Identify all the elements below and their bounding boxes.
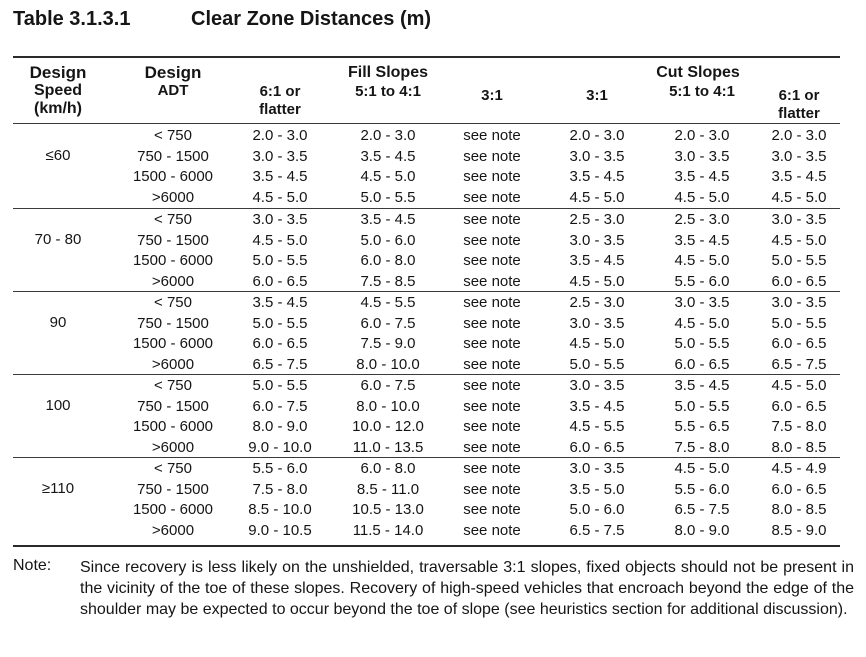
adt-cell: 750 - 1500: [137, 480, 209, 498]
fill-3to1-cell: see note: [463, 272, 521, 290]
fill-3to1-cell: see note: [463, 480, 521, 498]
fill-6to1-cell: 3.5 - 4.5: [252, 168, 308, 185]
header-divider: [13, 123, 840, 124]
cut-6to1-cell: 8.5 - 9.0: [771, 521, 827, 539]
fill-6to1-cell: 7.5 - 8.0: [252, 480, 308, 498]
fill-5to4-cell: 5.0 - 6.0: [360, 231, 416, 249]
header-fill-slopes: Fill Slopes: [347, 64, 428, 81]
fill-3to1-cell: see note: [463, 252, 521, 269]
table-row: [13, 334, 840, 355]
cut-6to1-cell: 4.5 - 5.0: [771, 188, 827, 206]
fill-5to4-cell: 4.5 - 5.0: [360, 168, 416, 185]
cut-3to1-cell: 5.0 - 6.0: [569, 501, 625, 518]
table-row: [13, 147, 840, 168]
speed-group: [13, 376, 840, 458]
fill-3to1-cell: see note: [463, 168, 521, 185]
adt-cell: 1500 - 6000: [132, 168, 214, 185]
speed-group: [13, 293, 840, 375]
fill-6to1-cell: 4.5 - 5.0: [252, 231, 308, 249]
fill-3to1-cell: see note: [463, 460, 521, 477]
table-row: [13, 126, 840, 147]
table-row: [13, 480, 840, 501]
table-row: [13, 417, 840, 438]
fill-5to4-cell: 6.0 - 7.5: [360, 377, 416, 394]
cut-3to1-cell: 4.5 - 5.0: [569, 272, 625, 290]
adt-cell: >6000: [151, 272, 195, 290]
group-divider: [13, 208, 840, 209]
adt-cell: >6000: [151, 438, 195, 456]
fill-3to1-cell: see note: [463, 335, 521, 352]
cut-5to4-cell: 3.5 - 4.5: [674, 168, 730, 185]
table-number: Table 3.1.3.1: [13, 8, 131, 30]
fill-6to1-cell: 3.5 - 4.5: [252, 294, 308, 311]
adt-cell: < 750: [154, 377, 192, 394]
cut-3to1-cell: 3.0 - 3.5: [569, 377, 625, 394]
fill-6to1-cell: 8.5 - 10.0: [248, 501, 312, 518]
fill-5to4-cell: 2.0 - 3.0: [360, 127, 416, 144]
fill-6to1-cell: 6.0 - 6.5: [252, 272, 308, 290]
fill-6to1-cell: 8.0 - 9.0: [252, 418, 308, 435]
note-label: Note:: [13, 557, 52, 574]
cut-6to1-cell: 4.5 - 5.0: [771, 231, 827, 249]
design-speed-value: ≥110: [41, 480, 75, 497]
table-row: [13, 210, 840, 231]
cut-3to1-cell: 3.5 - 5.0: [569, 480, 625, 498]
adt-cell: 750 - 1500: [137, 147, 209, 165]
cut-5to4-cell: 8.0 - 9.0: [674, 521, 730, 539]
cut-3to1-cell: 3.0 - 3.5: [569, 460, 625, 477]
speed-group: [13, 459, 840, 541]
cut-6to1-cell: 4.5 - 5.0: [771, 377, 827, 394]
cut-5to4-cell: 5.0 - 5.5: [674, 397, 730, 415]
adt-cell: < 750: [154, 127, 192, 144]
cut-3to1-cell: 4.5 - 5.0: [569, 335, 625, 352]
adt-cell: 1500 - 6000: [132, 335, 214, 352]
adt-cell: >6000: [151, 355, 195, 373]
fill-3to1-cell: see note: [463, 418, 521, 435]
table-title: [13, 8, 432, 31]
adt-cell: < 750: [154, 294, 192, 311]
fill-5to4-cell: 7.5 - 8.5: [360, 272, 416, 290]
fill-3to1-cell: see note: [463, 377, 521, 394]
cut-6to1-cell: 8.0 - 8.5: [771, 501, 827, 518]
fill-6to1-cell: 3.0 - 3.5: [252, 147, 308, 165]
fill-5to4-cell: 8.5 - 11.0: [356, 480, 420, 498]
cut-6to1-cell: 3.0 - 3.5: [771, 147, 827, 165]
fill-5to4-cell: 6.0 - 7.5: [360, 314, 416, 332]
cut-6to1-cell: 3.0 - 3.5: [771, 294, 827, 311]
cut-3to1-cell: 3.0 - 3.5: [569, 231, 625, 249]
adt-cell: < 750: [154, 460, 192, 477]
adt-cell: 1500 - 6000: [132, 252, 214, 269]
cut-5to4-cell: 4.5 - 5.0: [674, 252, 730, 269]
adt-cell: >6000: [151, 521, 195, 539]
cut-5to4-cell: 3.5 - 4.5: [674, 377, 730, 394]
fill-5to4-cell: 8.0 - 10.0: [356, 355, 420, 373]
fill-3to1-cell: see note: [463, 501, 521, 518]
adt-cell: 750 - 1500: [137, 231, 209, 249]
table-row: [13, 438, 840, 459]
table-row: [13, 251, 840, 272]
fill-6to1-cell: 9.0 - 10.5: [248, 521, 312, 539]
cut-6to1-cell: 3.5 - 4.5: [771, 168, 827, 185]
fill-3to1-cell: see note: [463, 147, 521, 165]
fill-6to1-cell: 2.0 - 3.0: [252, 127, 308, 144]
fill-6to1-cell: 6.5 - 7.5: [252, 355, 308, 373]
cut-6to1-cell: 7.5 - 8.0: [771, 418, 827, 435]
cut-5to4-cell: 5.5 - 6.5: [674, 418, 730, 435]
table-row: [13, 272, 840, 293]
header-fill-5to4: 5:1 to 4:1: [355, 83, 421, 100]
adt-cell: < 750: [154, 211, 192, 228]
cut-5to4-cell: 4.5 - 5.0: [674, 188, 730, 206]
cut-6to1-cell: 5.0 - 5.5: [771, 252, 827, 269]
adt-cell: 750 - 1500: [137, 397, 209, 415]
cut-3to1-cell: 5.0 - 5.5: [569, 355, 625, 373]
cut-5to4-cell: 6.0 - 6.5: [674, 355, 730, 373]
fill-6to1-cell: 5.0 - 5.5: [252, 252, 308, 269]
cut-5to4-cell: 2.0 - 3.0: [674, 127, 730, 144]
table-row: [13, 376, 840, 397]
fill-5to4-cell: 8.0 - 10.0: [356, 397, 420, 415]
fill-6to1-cell: 6.0 - 7.5: [252, 397, 308, 415]
cut-6to1-cell: 6.0 - 6.5: [771, 335, 827, 352]
cut-3to1-cell: 4.5 - 5.0: [569, 188, 625, 206]
cut-6to1-cell: 6.0 - 6.5: [771, 397, 827, 415]
fill-5to4-cell: 6.0 - 8.0: [360, 460, 416, 477]
cut-3to1-cell: 6.5 - 7.5: [569, 521, 625, 539]
header-cut-3to1: 3:1: [586, 87, 608, 104]
fill-5to4-cell: 5.0 - 5.5: [360, 188, 416, 206]
fill-6to1-cell: 3.0 - 3.5: [252, 211, 308, 228]
table-row: [13, 293, 840, 314]
fill-6to1-cell: 4.5 - 5.0: [252, 188, 308, 206]
cut-5to4-cell: 2.5 - 3.0: [674, 211, 730, 228]
cut-6to1-cell: 6.0 - 6.5: [771, 272, 827, 290]
clear-zone-table: [13, 56, 840, 547]
fill-5to4-cell: 10.5 - 13.0: [352, 501, 424, 518]
fill-5to4-cell: 10.0 - 12.0: [352, 418, 424, 435]
note-text: Since recovery is less likely on the unshielded, traversable 3:1 slopes, fixed objects should not be present in the vicinity of the toe of these slopes. Recovery of high-speed vehicles that encroach beyond the edge of the shoulder may be expected to occur beyond the toe of slope (see heuristics section for additional discussion).: [80, 559, 854, 618]
header-design-adt: Design ADT: [144, 63, 202, 99]
group-divider: [13, 374, 840, 375]
cut-6to1-cell: 3.0 - 3.5: [771, 211, 827, 228]
cut-3to1-cell: 3.5 - 4.5: [569, 397, 625, 415]
fill-5to4-cell: 4.5 - 5.5: [360, 294, 416, 311]
fill-6to1-cell: 5.0 - 5.5: [252, 377, 308, 394]
header-cut-slopes: Cut Slopes: [656, 64, 740, 81]
fill-5to4-cell: 11.5 - 14.0: [352, 521, 424, 539]
fill-6to1-cell: 5.0 - 5.5: [252, 314, 308, 332]
design-speed-value: 100: [45, 397, 71, 414]
fill-3to1-cell: see note: [463, 211, 521, 228]
fill-3to1-cell: see note: [463, 188, 521, 206]
adt-cell: 1500 - 6000: [132, 418, 214, 435]
design-speed-value: 70 - 80: [34, 231, 82, 248]
header-fill-6to1: 6:1 or flatter: [259, 83, 301, 118]
fill-5to4-cell: 3.5 - 4.5: [360, 211, 416, 228]
cut-3to1-cell: 4.5 - 5.5: [569, 418, 625, 435]
cut-3to1-cell: 6.0 - 6.5: [569, 438, 625, 456]
fill-6to1-cell: 6.0 - 6.5: [252, 335, 308, 352]
group-divider: [13, 457, 840, 458]
fill-5to4-cell: 11.0 - 13.5: [352, 438, 424, 456]
cut-3to1-cell: 2.5 - 3.0: [569, 294, 625, 311]
table-caption: Clear Zone Distances (m): [191, 8, 432, 30]
table-row: [13, 355, 840, 376]
header-cut-6to1: 6:1 or flatter: [778, 87, 820, 122]
cut-6to1-cell: 6.0 - 6.5: [771, 480, 827, 498]
fill-3to1-cell: see note: [463, 355, 521, 373]
fill-3to1-cell: see note: [463, 397, 521, 415]
cut-3to1-cell: 3.5 - 4.5: [569, 252, 625, 269]
table-row: [13, 521, 840, 542]
speed-group: [13, 210, 840, 292]
cut-3to1-cell: 3.0 - 3.5: [569, 314, 625, 332]
table-row: [13, 188, 840, 209]
table-row: [13, 314, 840, 335]
fill-6to1-cell: 5.5 - 6.0: [252, 460, 308, 477]
cut-5to4-cell: 7.5 - 8.0: [674, 438, 730, 456]
adt-cell: 1500 - 6000: [132, 501, 214, 518]
header-design-speed: Design Speed (km/h): [29, 63, 87, 117]
cut-5to4-cell: 5.0 - 5.5: [674, 335, 730, 352]
cut-5to4-cell: 3.0 - 3.5: [674, 147, 730, 165]
adt-cell: >6000: [151, 188, 195, 206]
adt-cell: 750 - 1500: [137, 314, 209, 332]
cut-5to4-cell: 5.5 - 6.0: [674, 272, 730, 290]
fill-3to1-cell: see note: [463, 438, 521, 456]
design-speed-value: ≤60: [45, 147, 71, 164]
table-row: [13, 500, 840, 521]
cut-6to1-cell: 4.5 - 4.9: [771, 460, 827, 477]
table-row: [13, 167, 840, 188]
fill-5to4-cell: 7.5 - 9.0: [360, 335, 416, 352]
cut-6to1-cell: 8.0 - 8.5: [771, 438, 827, 456]
table-row: [13, 231, 840, 252]
cut-6to1-cell: 6.5 - 7.5: [771, 355, 827, 373]
cut-5to4-cell: 6.5 - 7.5: [674, 501, 730, 518]
table-row: [13, 459, 840, 480]
fill-3to1-cell: see note: [463, 127, 521, 144]
cut-3to1-cell: 3.0 - 3.5: [569, 147, 625, 165]
fill-3to1-cell: see note: [463, 231, 521, 249]
fill-3to1-cell: see note: [463, 521, 521, 539]
fill-3to1-cell: see note: [463, 294, 521, 311]
table-row: [13, 397, 840, 418]
speed-group: [13, 126, 840, 208]
cut-3to1-cell: 2.0 - 3.0: [569, 127, 625, 144]
cut-5to4-cell: 5.5 - 6.0: [674, 480, 730, 498]
fill-6to1-cell: 9.0 - 10.0: [248, 438, 312, 456]
design-speed-value: 90: [49, 314, 67, 331]
fill-5to4-cell: 6.0 - 8.0: [360, 252, 416, 269]
cut-6to1-cell: 5.0 - 5.5: [771, 314, 827, 332]
cut-5to4-cell: 4.5 - 5.0: [674, 460, 730, 477]
cut-5to4-cell: 3.0 - 3.5: [674, 294, 730, 311]
fill-5to4-cell: 3.5 - 4.5: [360, 147, 416, 165]
cut-3to1-cell: 3.5 - 4.5: [569, 168, 625, 185]
header-cut-5to4: 5:1 to 4:1: [669, 83, 735, 100]
cut-5to4-cell: 3.5 - 4.5: [674, 231, 730, 249]
group-divider: [13, 291, 840, 292]
cut-5to4-cell: 4.5 - 5.0: [674, 314, 730, 332]
cut-6to1-cell: 2.0 - 3.0: [771, 127, 827, 144]
fill-3to1-cell: see note: [463, 314, 521, 332]
header-fill-3to1: 3:1: [481, 87, 503, 104]
cut-3to1-cell: 2.5 - 3.0: [569, 211, 625, 228]
